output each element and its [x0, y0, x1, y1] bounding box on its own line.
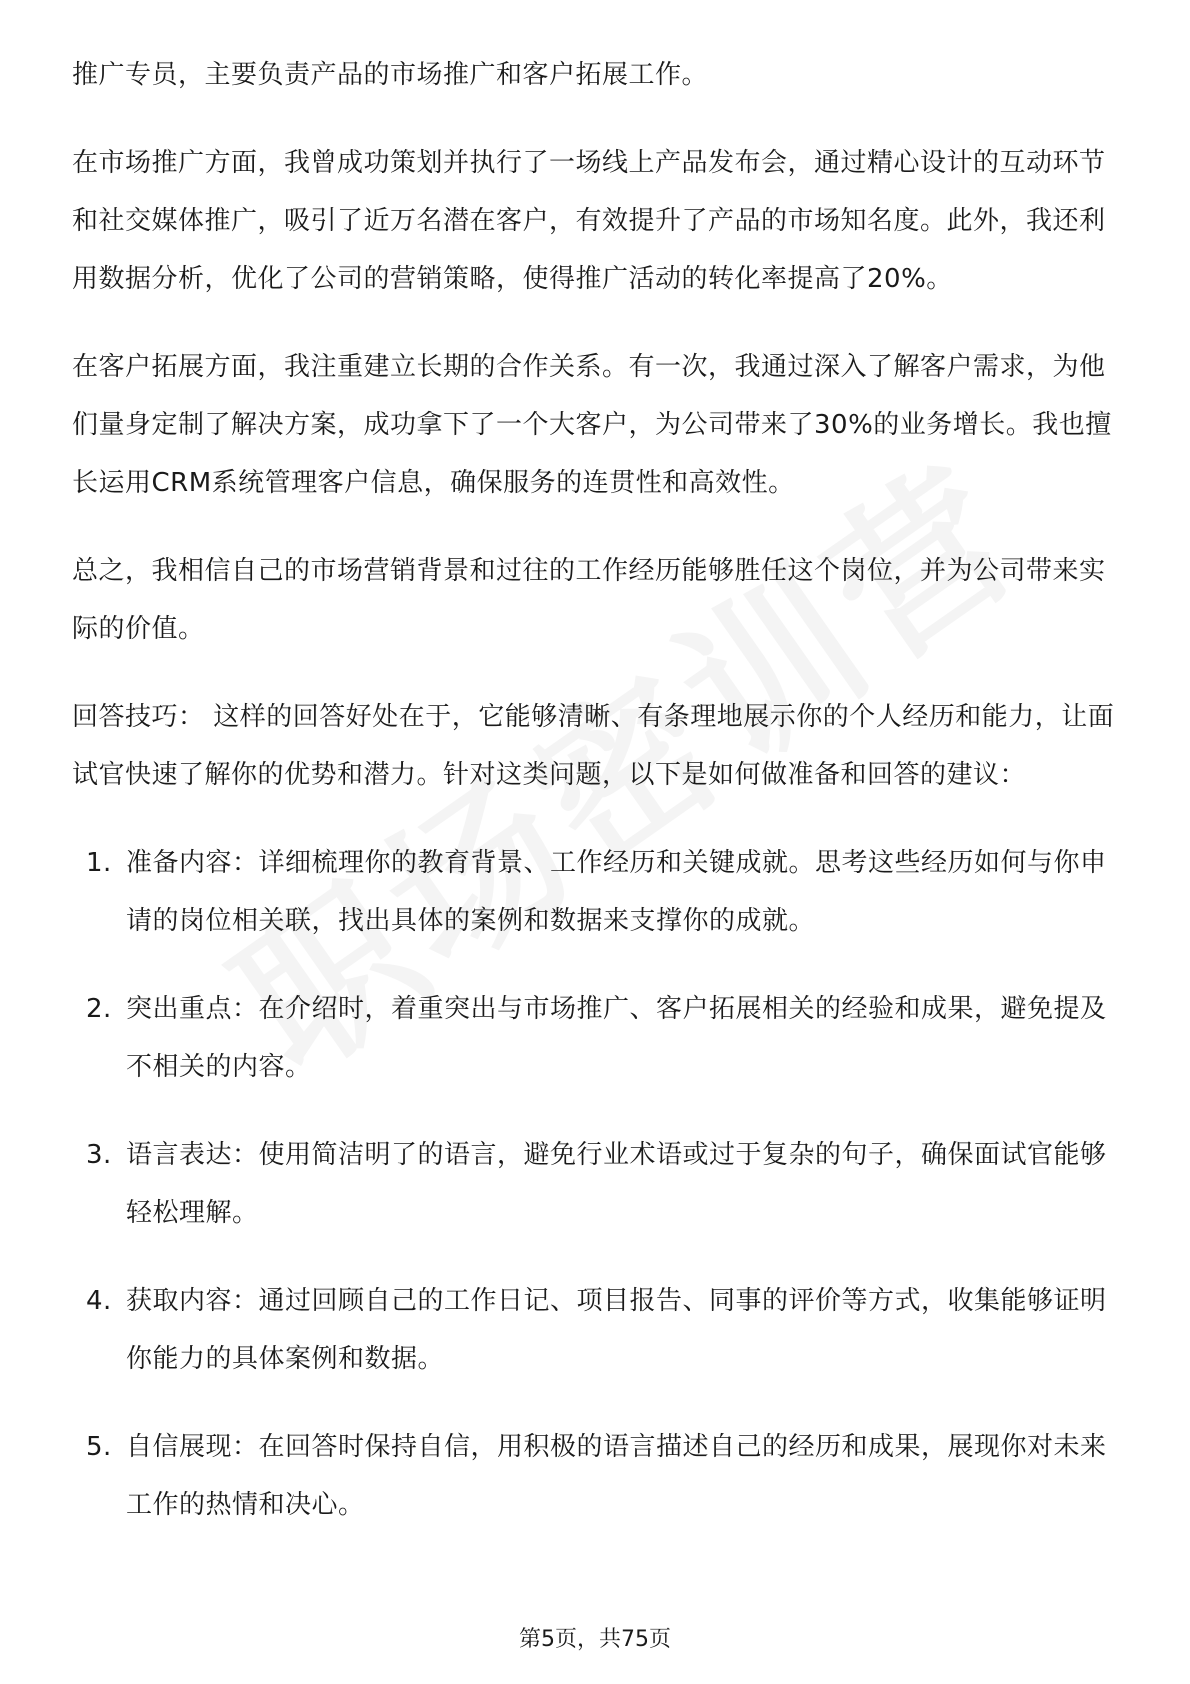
list-item-text: 突出重点：在介绍时，着重突出与市场推广、客户拓展相关的经验和成果，避免提及不相关的内容。 [126, 994, 1107, 1082]
list-item-text: 准备内容：详细梳理你的教育背景、工作经历和关键成就。思考这些经历如何与你申请的岗位相关联，找出具体的案例和数据来支撑你的成就。 [126, 848, 1107, 936]
tips-list [72, 834, 1118, 1534]
list-item-text: 语言表达：使用简洁明了的语言，避免行业术语或过于复杂的句子，确保面试官能够轻松理解。 [126, 1140, 1107, 1228]
paragraph-marketing: 在市场推广方面，我曾成功策划并执行了一场线上产品发布会，通过精心设计的互动环节和社交媒体推广，吸引了近万名潜在客户，有效提升了产品的市场知名度。此外，我还利用数据分析，优化了公司的营销策略，使得推广活动的转化率提高了20%。 [72, 148, 1106, 294]
list-item [72, 1418, 1118, 1534]
list-item-number: 1. [86, 848, 112, 878]
list-item [72, 834, 1118, 950]
paragraph-clients: 在客户拓展方面，我注重建立长期的合作关系。有一次，我通过深入了解客户需求，为他们量身定制了解决方案，成功拿下了一个大客户，为公司带来了30%的业务增长。我也擅长运用CRM系统管理客户信息，确保服务的连贯性和高效性。 [72, 352, 1112, 498]
page-number: 第5页，共75页 [519, 1627, 671, 1652]
paragraph-answer-tips: 回答技巧： 这样的回答好处在于，它能够清晰、有条理地展示你的个人经历和能力，让面试官快速了解你的优势和潜力。针对这类问题，以下是如何做准备和回答的建议： [72, 702, 1115, 790]
list-item-number: 4. [86, 1286, 112, 1316]
list-item-text: 获取内容：通过回顾自己的工作日记、项目报告、同事的评价等方式，收集能够证明你能力的具体案例和数据。 [126, 1286, 1107, 1374]
list-item [72, 980, 1118, 1096]
paragraph-conclusion: 总之，我相信自己的市场营销背景和过往的工作经历能够胜任这个岗位，并为公司带来实际的价值。 [72, 556, 1106, 644]
list-item [72, 1126, 1118, 1242]
document-body [72, 46, 1118, 1564]
paragraph-intro: 推广专员，主要负责产品的市场推广和客户拓展工作。 [72, 60, 709, 90]
list-item-number: 5. [86, 1432, 112, 1462]
list-item-number: 2. [86, 994, 112, 1024]
list-item [72, 1272, 1118, 1388]
list-item-number: 3. [86, 1140, 112, 1170]
list-item-text: 自信展现：在回答时保持自信，用积极的语言描述自己的经历和成果，展现你对未来工作的热情和决心。 [126, 1432, 1107, 1520]
